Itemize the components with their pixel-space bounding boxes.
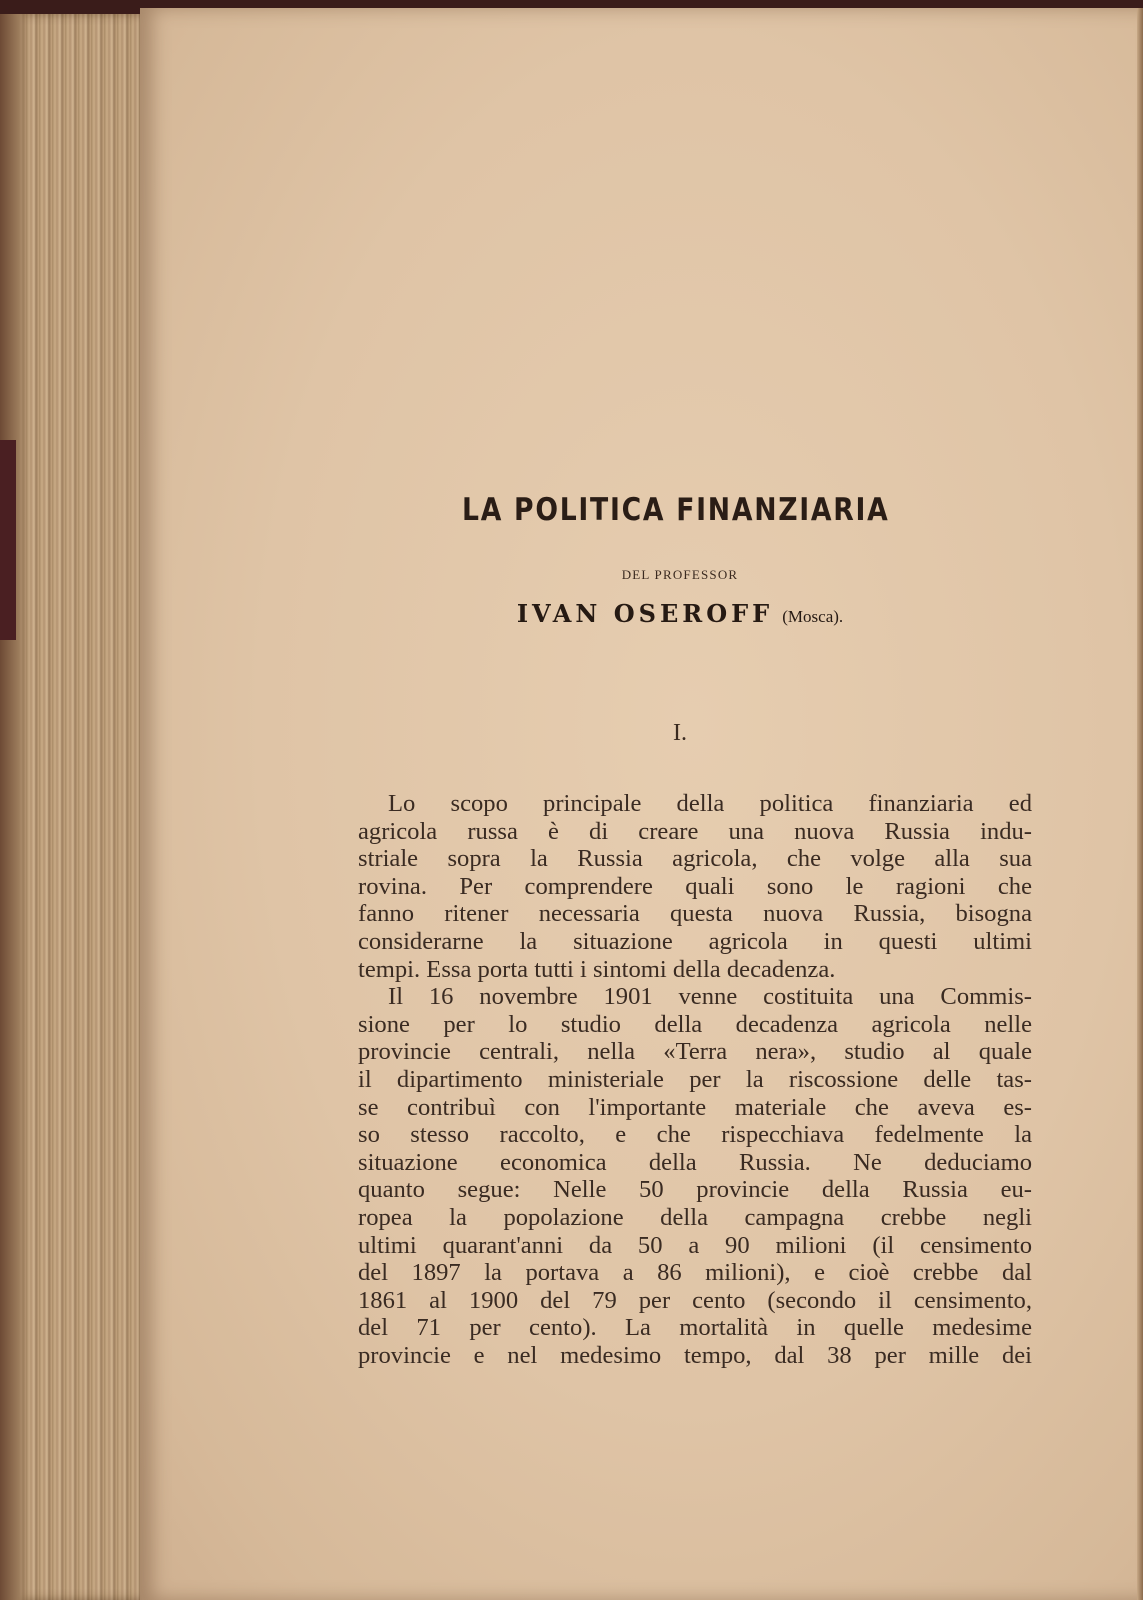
page-stack-edge <box>0 14 150 1600</box>
author-city: (Mosca). <box>782 607 844 626</box>
byline: DEL PROFESSOR <box>621 567 739 582</box>
text-line: provincie centrali, nella «Terra nera», studio al quale <box>358 1038 1032 1066</box>
article-title: LA POLITICA FINANZIARIA <box>462 492 890 528</box>
text-line: situazione economica della Russia. Ne deduciamo <box>358 1148 1032 1176</box>
text-line: il dipartimento ministeriale per la riscossione delle tas- <box>358 1065 1032 1093</box>
text-line: Il 16 novembre 1901 venne costituita una Commis- <box>388 983 1032 1011</box>
author-line <box>400 599 960 628</box>
text-line: provincie e nel medesimo tempo, dal 38 per mille dei <box>358 1341 1032 1369</box>
text-line: tempi. Essa porta tutti i sintomi della decadenza. <box>358 955 836 983</box>
text-line: striale sopra la Russia agricola, che volge alla sua <box>358 845 1032 873</box>
body-text <box>358 790 1032 1369</box>
section-number: I. <box>673 720 687 746</box>
text-line: agricola russa è di creare una nuova Russia indu- <box>358 817 1032 845</box>
text-line: considerarne la situazione agricola in questi ultimi <box>358 927 1032 955</box>
paragraph-1 <box>358 790 1032 983</box>
paragraph-2 <box>358 983 1032 1369</box>
page-right-edge <box>1137 8 1143 1600</box>
text-line: Lo scopo principale della politica finanziaria ed <box>388 790 1032 817</box>
text-line: ropea la popolazione della campagna crebbe negli <box>358 1203 1032 1231</box>
author-name: IVAN OSEROFF <box>516 599 774 628</box>
text-line: ultimi quarant'anni da 50 a 90 milioni (il censimento <box>358 1231 1032 1259</box>
text-line: 1861 al 1900 del 79 per cento (secondo il censimento, <box>358 1286 1032 1314</box>
text-line: so stesso raccolto, e che rispecchiava fedelmente la <box>358 1121 1032 1149</box>
text-line: se contribuì con l'importante materiale che aveva es- <box>358 1093 1032 1121</box>
text-line: fanno ritener necessaria questa nuova Russia, bisogna <box>358 900 1032 928</box>
text-line: del 1897 la portava a 86 milioni), e cioè crebbe dal <box>358 1259 1032 1287</box>
text-line: sione per lo studio della decadenza agricola nelle <box>358 1010 1032 1038</box>
cover-edge <box>0 440 16 640</box>
text-line: quanto segue: Nelle 50 provincie della Russia eu- <box>358 1176 1032 1204</box>
text-line: rovina. Per comprendere quali sono le ragioni che <box>358 872 1032 900</box>
text-line: del 71 per cento). La mortalità in quelle medesime <box>358 1314 1032 1342</box>
